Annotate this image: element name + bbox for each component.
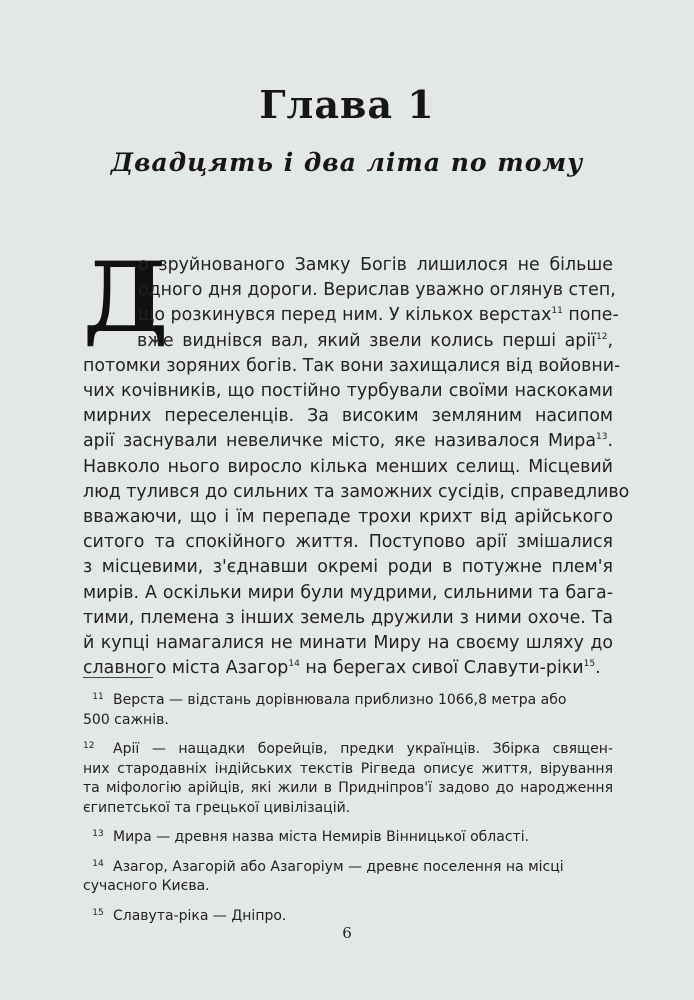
text-line: мирних переселенців. За високим земляним насипом bbox=[83, 406, 613, 427]
drop-cap: Д bbox=[83, 241, 169, 354]
text-line: вважаючи, що і їм перепаде трохи крихт від арійського bbox=[83, 507, 613, 528]
text-line: що розкинувся перед ним. У кількох верстах$^{11}$ попе- bbox=[138, 305, 619, 326]
text-line: арії заснували невеличке місто, яке називалося Мира$^{13}$. bbox=[83, 431, 613, 452]
page-number: 6 bbox=[342, 924, 352, 942]
text-line: одного дня дороги. Верислав уважно оглянув степ, bbox=[138, 280, 616, 301]
text-line: люд тулився до сильних та заможних сусідів, справедливо bbox=[83, 481, 630, 502]
footnote-number: 12 bbox=[83, 741, 95, 751]
footnote: 15 Славута-ріка — Дніпро. bbox=[83, 904, 613, 927]
body-text bbox=[83, 241, 630, 681]
footnote-number: 13 bbox=[92, 829, 104, 839]
footnote: 14 Азагор, Азагорій або Азагоріум — древнє поселення на місці сучасного Києва. bbox=[83, 855, 613, 897]
text-line: Навколо нього виросло кілька менших селищ. Місцевий bbox=[83, 456, 613, 477]
footnotes bbox=[83, 688, 613, 933]
footnote-ref: 15 bbox=[583, 659, 596, 670]
text-line: мирів. А оскільки мири були мудрими, сильними та бага- bbox=[83, 582, 613, 603]
text-line: чих кочівників, що постійно турбували своїми наскоками bbox=[83, 381, 613, 402]
footnote-ref: 11 bbox=[551, 306, 563, 317]
text-line: ситого та спокійного життя. Поступово арії змішалися bbox=[83, 532, 613, 553]
footnote: 12 Арії — нащадки борейців, предки українців. Збірка священ- них стародавніх індійських текстів Рігведа описує життя, вірування та міфологію арійців, які жили в Придніпров'ї задово до народження єгипетської та грецької цивілізацій. bbox=[83, 737, 613, 818]
footnote-divider bbox=[83, 677, 153, 678]
text-line: о зруйнованого Замку Богів лишилося не більше bbox=[138, 255, 613, 275]
text-line: вже виднівся вал, який звели колись перші арії$^{12}$, bbox=[137, 330, 613, 351]
footnote: 13 Мира — древня назва міста Немирів Вінницької області. bbox=[83, 825, 613, 848]
chapter-title: Глава 1 bbox=[259, 82, 435, 127]
footnote-ref: 13 bbox=[596, 432, 608, 443]
chapter-subtitle: Двадцять і два літа по тому bbox=[110, 148, 584, 177]
text-line: потомки зоряних богів. Так вони захищалися від войовни- bbox=[83, 355, 621, 376]
footnote-number: 14 bbox=[92, 858, 104, 869]
footnote-number: 15 bbox=[92, 907, 104, 918]
text-line: славного міста Азагор$^{14}$ на берегах сивої Славути-ріки$^{15}$. bbox=[83, 658, 601, 679]
footnote-ref: 12 bbox=[596, 331, 608, 342]
text-line: тими, племена з інших земель дружили з ними охоче. Та bbox=[83, 607, 613, 628]
text-line: й купці намагалися не минати Миру на своєму шляху до bbox=[83, 633, 613, 654]
text-line: з місцевими, з'єднавши окремі роди в потужне плем'я bbox=[83, 557, 613, 578]
footnote-ref: 14 bbox=[288, 659, 300, 670]
footnote: 11 Верста — відстань дорівнювала приблизно 1066,8 метра або 500 сажнів. bbox=[83, 688, 613, 730]
footnote-number: 11 bbox=[92, 692, 104, 702]
